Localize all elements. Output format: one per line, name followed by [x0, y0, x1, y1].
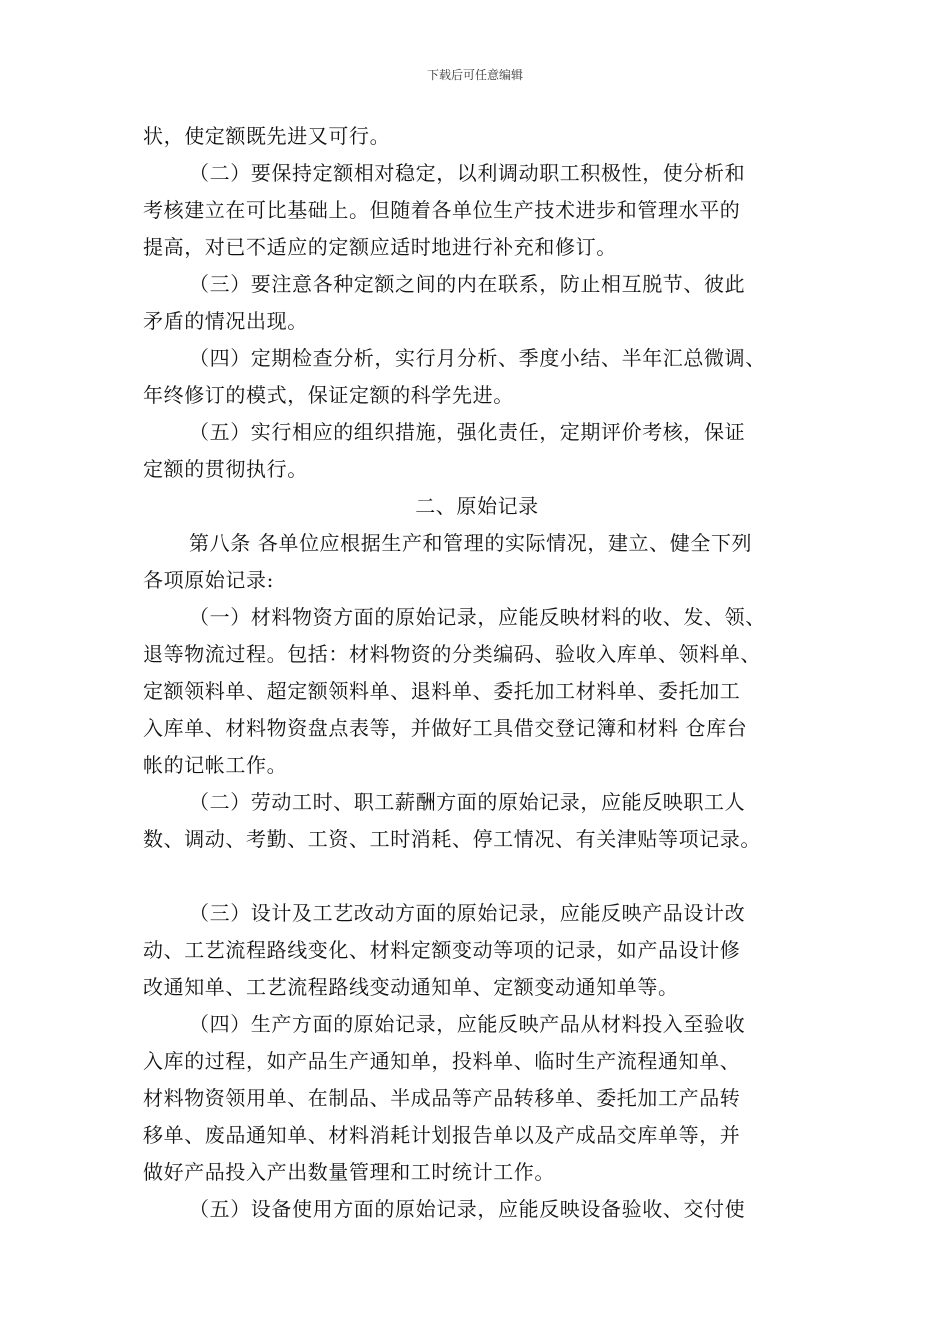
paragraph-line: 年终修订的模式，保证定额的科学先进。 [143, 383, 514, 407]
page-header: 下载后可任意编辑 [426, 68, 523, 82]
paragraph-line: 提高，对已不适应的定额应适时地进行补充和修订。 [143, 235, 617, 259]
paragraph-line: （一）材料物资方面的原始记录，应能反映材料的收、发、领、 [189, 605, 766, 629]
document-body [143, 118, 811, 1228]
paragraph-line: （三）设计及工艺改动方面的原始记录，应能反映产品设计改 [189, 901, 746, 925]
paragraph-line: （二）劳动工时、职工薪酬方面的原始记录，应能反映职工人 [189, 790, 746, 814]
paragraph-line: 材料物资领用单、在制品、半成品等产品转移单、委托加工产品转 [143, 1086, 741, 1110]
paragraph-line: 各项原始记录: [143, 568, 274, 592]
paragraph-line: 退等物流过程。包括：材料物资的分类编码、验收入库单、领料单、 [143, 642, 761, 666]
paragraph-line: 移单、废品通知单、材料消耗计划报告单以及产成品交库单等，并 [143, 1123, 741, 1147]
paragraph-line: 入库的过程，如产品生产通知单，投料单、临时生产流程通知单、 [143, 1049, 741, 1073]
paragraph-line: 动、工艺流程路线变化、材料定额变动等项的记录，如产品设计修 [143, 938, 741, 962]
paragraph-line: 做好产品投入产出数量管理和工时统计工作。 [143, 1160, 555, 1184]
paragraph-line: （五）设备使用方面的原始记录，应能反映设备验收、交付使 [189, 1197, 746, 1221]
paragraph-line: （四）定期检查分析，实行月分析、季度小结、半年汇总微调、 [189, 346, 766, 370]
paragraph-line: 状，使定额既先进又可行。 [143, 124, 391, 148]
paragraph-line: 帐的记帐工作。 [143, 753, 288, 777]
paragraph-line: 考核建立在可比基础上。但随着各单位生产技术进步和管理水平的 [143, 198, 741, 222]
section-heading: 二、原始记录 [415, 494, 539, 518]
paragraph-line: （二）要保持定额相对稳定，以利调动职工积极性，使分析和 [189, 161, 746, 185]
paragraph-line: （五）实行相应的组织措施，强化责任，定期评价考核，保证 [189, 420, 746, 444]
blank-line [143, 858, 811, 895]
paragraph-line: （四）生产方面的原始记录，应能反映产品从材料投入至验收 [189, 1012, 746, 1036]
paragraph-line: 定额领料单、超定额领料单、退料单、委托加工材料单、委托加工 [143, 679, 741, 703]
paragraph-line: 数、调动、考勤、工资、工时消耗、停工情况、有关津贴等项记录。 [143, 827, 761, 851]
paragraph-line: 定额的贯彻执行。 [143, 457, 308, 481]
paragraph-line: 改通知单、工艺流程路线变动通知单、定额变动通知单等。 [143, 975, 679, 999]
paragraph-line: 第八条 各单位应根据生产和管理的实际情况，建立、健全下列 [189, 531, 753, 555]
paragraph-line: 入库单、材料物资盘点表等，并做好工具借交登记簿和材料 仓库台 [143, 716, 748, 740]
paragraph-line: 矛盾的情况出现。 [143, 309, 308, 333]
paragraph-line: （三）要注意各种定额之间的内在联系，防止相互脱节、彼此 [189, 272, 746, 296]
